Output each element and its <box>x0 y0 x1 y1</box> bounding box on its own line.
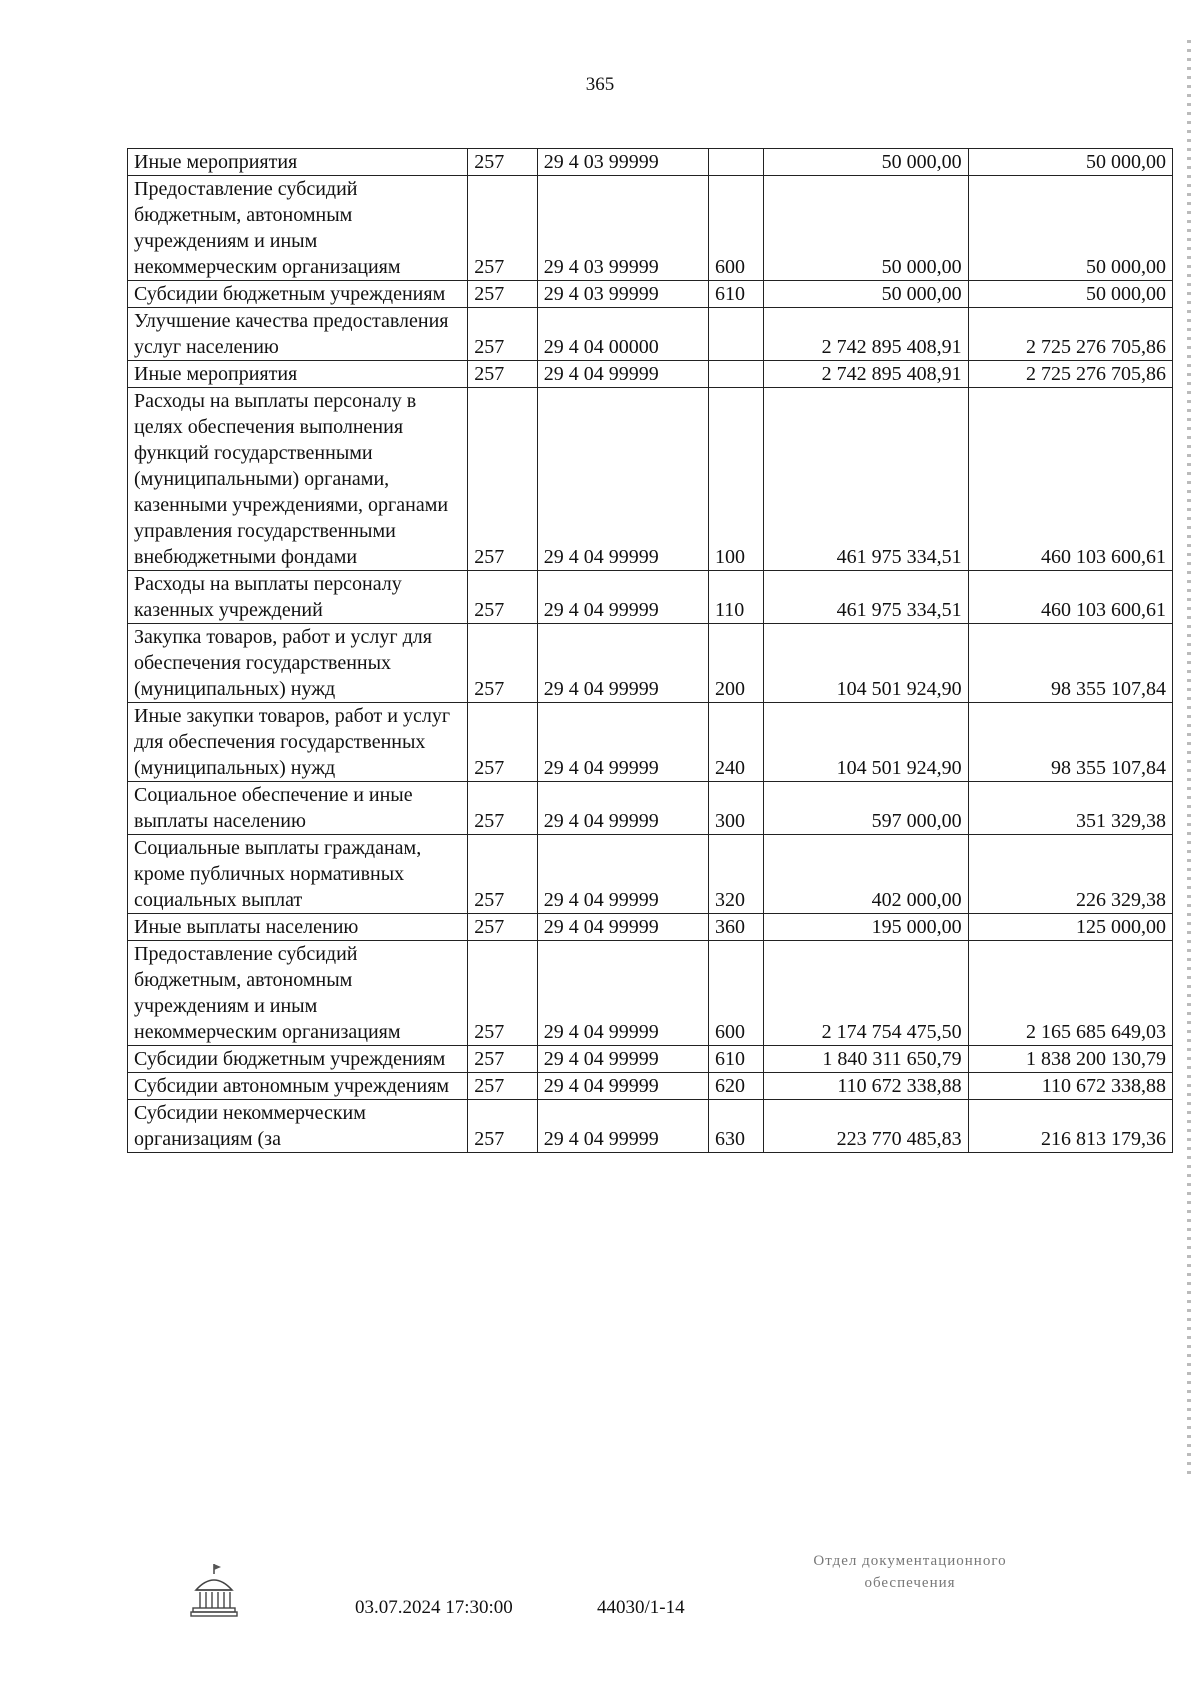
cell-vr: 320 <box>709 835 764 914</box>
cell-sum-1: 461 975 334,51 <box>764 571 968 624</box>
table-row <box>128 835 1173 914</box>
cell-vr: 620 <box>709 1073 764 1100</box>
table-row <box>128 703 1173 782</box>
footer-reg-number: 44030/1-14 <box>597 1597 685 1618</box>
cell-sum-2: 110 672 338,88 <box>968 1073 1172 1100</box>
cell-vr <box>709 361 764 388</box>
department-stamp <box>760 1550 1060 1594</box>
table-row <box>128 571 1173 624</box>
cell-ved: 257 <box>468 835 538 914</box>
cell-csr: 29 4 04 99999 <box>537 782 708 835</box>
cell-sum-2: 2 165 685 649,03 <box>968 941 1172 1046</box>
cell-name: Субсидии некоммерческим организациям (за <box>128 1100 468 1153</box>
cell-name: Иные выплаты населению <box>128 914 468 941</box>
cell-sum-2: 98 355 107,84 <box>968 624 1172 703</box>
cell-sum-2: 125 000,00 <box>968 914 1172 941</box>
cell-csr: 29 4 03 99999 <box>537 281 708 308</box>
cell-sum-2: 2 725 276 705,86 <box>968 361 1172 388</box>
cell-csr: 29 4 04 99999 <box>537 941 708 1046</box>
cell-sum-2: 2 725 276 705,86 <box>968 308 1172 361</box>
table-row <box>128 149 1173 176</box>
cell-csr: 29 4 03 99999 <box>537 149 708 176</box>
cell-sum-2: 1 838 200 130,79 <box>968 1046 1172 1073</box>
cell-name: Улучшение качества предоставления услуг населению <box>128 308 468 361</box>
cell-name: Расходы на выплаты персоналу казенных учреждений <box>128 571 468 624</box>
cell-name: Субсидии бюджетным учреждениям <box>128 281 468 308</box>
cell-ved: 257 <box>468 782 538 835</box>
cell-vr <box>709 149 764 176</box>
cell-vr: 600 <box>709 176 764 281</box>
cell-sum-1: 597 000,00 <box>764 782 968 835</box>
cell-ved: 257 <box>468 624 538 703</box>
cell-vr: 100 <box>709 388 764 571</box>
cell-csr: 29 4 03 99999 <box>537 176 708 281</box>
cell-sum-2: 216 813 179,36 <box>968 1100 1172 1153</box>
cell-name: Социальные выплаты гражданам, кроме публичных нормативных социальных выплат <box>128 835 468 914</box>
stamp-line-2: обеспечения <box>864 1575 956 1591</box>
cell-sum-2: 50 000,00 <box>968 281 1172 308</box>
cell-ved: 257 <box>468 308 538 361</box>
cell-sum-2: 460 103 600,61 <box>968 571 1172 624</box>
cell-vr: 630 <box>709 1100 764 1153</box>
cell-csr: 29 4 04 99999 <box>537 624 708 703</box>
cell-sum-1: 50 000,00 <box>764 176 968 281</box>
cell-vr: 200 <box>709 624 764 703</box>
cell-ved: 257 <box>468 388 538 571</box>
cell-ved: 257 <box>468 1073 538 1100</box>
cell-ved: 257 <box>468 914 538 941</box>
cell-csr: 29 4 04 99999 <box>537 571 708 624</box>
cell-csr: 29 4 04 99999 <box>537 1073 708 1100</box>
cell-csr: 29 4 04 99999 <box>537 914 708 941</box>
duma-building-icon <box>190 1562 238 1618</box>
cell-ved: 257 <box>468 149 538 176</box>
table-row <box>128 308 1173 361</box>
cell-vr: 610 <box>709 1046 764 1073</box>
cell-sum-2: 460 103 600,61 <box>968 388 1172 571</box>
cell-name: Иные мероприятия <box>128 149 468 176</box>
table-row <box>128 281 1173 308</box>
table-row <box>128 941 1173 1046</box>
footer-datetime: 03.07.2024 17:30:00 <box>355 1597 513 1618</box>
budget-table <box>127 148 1173 1153</box>
cell-sum-2: 98 355 107,84 <box>968 703 1172 782</box>
cell-sum-1: 104 501 924,90 <box>764 703 968 782</box>
table-row <box>128 1073 1173 1100</box>
cell-ved: 257 <box>468 281 538 308</box>
table-row <box>128 914 1173 941</box>
cell-ved: 257 <box>468 176 538 281</box>
cell-name: Закупка товаров, работ и услуг для обеспечения государственных (муниципальных) нужд <box>128 624 468 703</box>
cell-csr: 29 4 04 99999 <box>537 835 708 914</box>
cell-vr: 610 <box>709 281 764 308</box>
cell-vr <box>709 308 764 361</box>
cell-sum-2: 226 329,38 <box>968 835 1172 914</box>
cell-sum-1: 1 840 311 650,79 <box>764 1046 968 1073</box>
cell-csr: 29 4 04 99999 <box>537 703 708 782</box>
cell-vr: 360 <box>709 914 764 941</box>
stamp-line-1: Отдел документационного <box>813 1553 1007 1569</box>
cell-ved: 257 <box>468 571 538 624</box>
cell-csr: 29 4 04 99999 <box>537 1100 708 1153</box>
cell-csr: 29 4 04 99999 <box>537 1046 708 1073</box>
table-row <box>128 361 1173 388</box>
cell-name: Субсидии автономным учреждениям <box>128 1073 468 1100</box>
table-row <box>128 624 1173 703</box>
cell-ved: 257 <box>468 941 538 1046</box>
cell-name: Социальное обеспечение и иные выплаты населению <box>128 782 468 835</box>
cell-sum-1: 50 000,00 <box>764 149 968 176</box>
cell-sum-1: 2 742 895 408,91 <box>764 361 968 388</box>
cell-vr: 110 <box>709 571 764 624</box>
scan-edge-marks <box>1187 40 1191 1480</box>
cell-sum-1: 461 975 334,51 <box>764 388 968 571</box>
cell-name: Предоставление субсидий бюджетным, автономным учреждениям и иным некоммерческим организациям <box>128 941 468 1046</box>
table-row <box>128 176 1173 281</box>
cell-name: Иные закупки товаров, работ и услуг для обеспечения государственных (муниципальных) нужд <box>128 703 468 782</box>
cell-vr: 600 <box>709 941 764 1046</box>
cell-csr: 29 4 04 99999 <box>537 361 708 388</box>
cell-sum-1: 2 742 895 408,91 <box>764 308 968 361</box>
cell-sum-1: 104 501 924,90 <box>764 624 968 703</box>
table-row <box>128 782 1173 835</box>
cell-name: Предоставление субсидий бюджетным, автономным учреждениям и иным некоммерческим организациям <box>128 176 468 281</box>
cell-sum-1: 195 000,00 <box>764 914 968 941</box>
cell-sum-1: 223 770 485,83 <box>764 1100 968 1153</box>
cell-sum-2: 50 000,00 <box>968 176 1172 281</box>
cell-csr: 29 4 04 99999 <box>537 388 708 571</box>
cell-sum-2: 351 329,38 <box>968 782 1172 835</box>
cell-sum-2: 50 000,00 <box>968 149 1172 176</box>
cell-name: Субсидии бюджетным учреждениям <box>128 1046 468 1073</box>
table-row <box>128 1046 1173 1073</box>
cell-sum-1: 110 672 338,88 <box>764 1073 968 1100</box>
table-row <box>128 1100 1173 1153</box>
cell-name: Расходы на выплаты персоналу в целях обеспечения выполнения функций государственными (муниципальными) органами, казенными учреждениями, органами управления государственными внебюджетными фондами <box>128 388 468 571</box>
cell-name: Иные мероприятия <box>128 361 468 388</box>
cell-ved: 257 <box>468 703 538 782</box>
cell-ved: 257 <box>468 1046 538 1073</box>
page-number: 365 <box>585 74 615 95</box>
table-row <box>128 388 1173 571</box>
cell-csr: 29 4 04 00000 <box>537 308 708 361</box>
cell-sum-1: 2 174 754 475,50 <box>764 941 968 1046</box>
cell-ved: 257 <box>468 1100 538 1153</box>
cell-sum-1: 50 000,00 <box>764 281 968 308</box>
cell-sum-1: 402 000,00 <box>764 835 968 914</box>
cell-vr: 300 <box>709 782 764 835</box>
cell-ved: 257 <box>468 361 538 388</box>
cell-vr: 240 <box>709 703 764 782</box>
